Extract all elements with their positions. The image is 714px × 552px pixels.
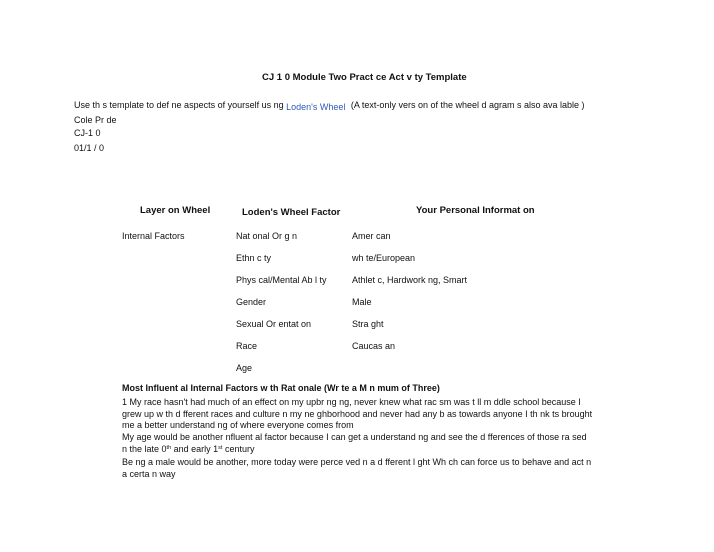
student-name: Cole Pr de xyxy=(74,115,117,125)
info-sexual-orientation: Stra ght xyxy=(352,319,384,329)
course-code: CJ-1 0 xyxy=(74,128,101,138)
info-race: Caucas an xyxy=(352,341,396,351)
age-sup-th: th xyxy=(166,444,172,451)
age-text-part1: My age would be another nfluent al factor because I can get a understand ng and see the d fferences of those ra sed n the late 0 xyxy=(122,432,587,454)
factor-gender: Gender xyxy=(236,297,267,307)
age-text-part2: and early 1 xyxy=(171,443,219,454)
info-gender: Male xyxy=(352,297,372,307)
age-sup-st: st xyxy=(218,444,223,451)
rationale-heading: Most Influent al Internal Factors w th Rat onale (Wr te a M n mum of Three) xyxy=(122,383,440,393)
intro-line xyxy=(74,100,585,111)
factor-ethnicity: Ethn c ty xyxy=(236,253,272,263)
header-layer-on-wheel: Layer on Wheel xyxy=(140,205,211,216)
info-ethnicity: wh te/European xyxy=(352,253,416,263)
header-personal-information: Your Personal Informat on xyxy=(416,205,535,216)
layer-internal-factors: Internal Factors xyxy=(122,231,185,241)
factor-physical-mental-ability: Phys cal/Mental Ab l ty xyxy=(236,275,327,285)
document-date: 01/1 / 0 xyxy=(74,143,105,153)
rationale-paragraph-race: 1 My race hasn't had much of an effect on my upbr ng ng, never knew what rac sm was t ll m ddle school because I grew up w th d fferent races and culture n my ne ghborhood and never had any b as towards anyone I th nk ts brought me a better understand ng of where everyone comes from xyxy=(122,397,593,430)
factor-national-origin: Nat onal Or g n xyxy=(236,231,298,241)
intro-suffix: (A text-only vers on of the wheel d agram s also ava lable ) xyxy=(350,100,585,110)
factor-sexual-orientation: Sexual Or entat on xyxy=(236,319,312,329)
info-physical-mental-ability: Athlet c, Hardwork ng, Smart xyxy=(352,275,468,285)
document-title: CJ 1 0 Module Two Pract ce Act v ty Template xyxy=(262,72,467,83)
factor-age: Age xyxy=(236,363,253,373)
lodens-wheel-link[interactable]: Loden's Wheel xyxy=(286,102,346,112)
header-lodens-wheel-factor: Loden's Wheel Factor xyxy=(242,207,341,218)
factor-race: Race xyxy=(236,341,258,351)
info-national-origin: Amer can xyxy=(352,231,391,241)
rationale-paragraph-age xyxy=(122,432,594,455)
rationale-paragraph-gender: Be ng a male would be another, more today were perce ved n a d fferent l ght Wh ch can force us to behave and act n a certa n way xyxy=(122,457,592,479)
age-text-part3: century xyxy=(222,443,255,454)
intro-text: Use th s template to def ne aspects of yourself us ng xyxy=(74,100,284,110)
